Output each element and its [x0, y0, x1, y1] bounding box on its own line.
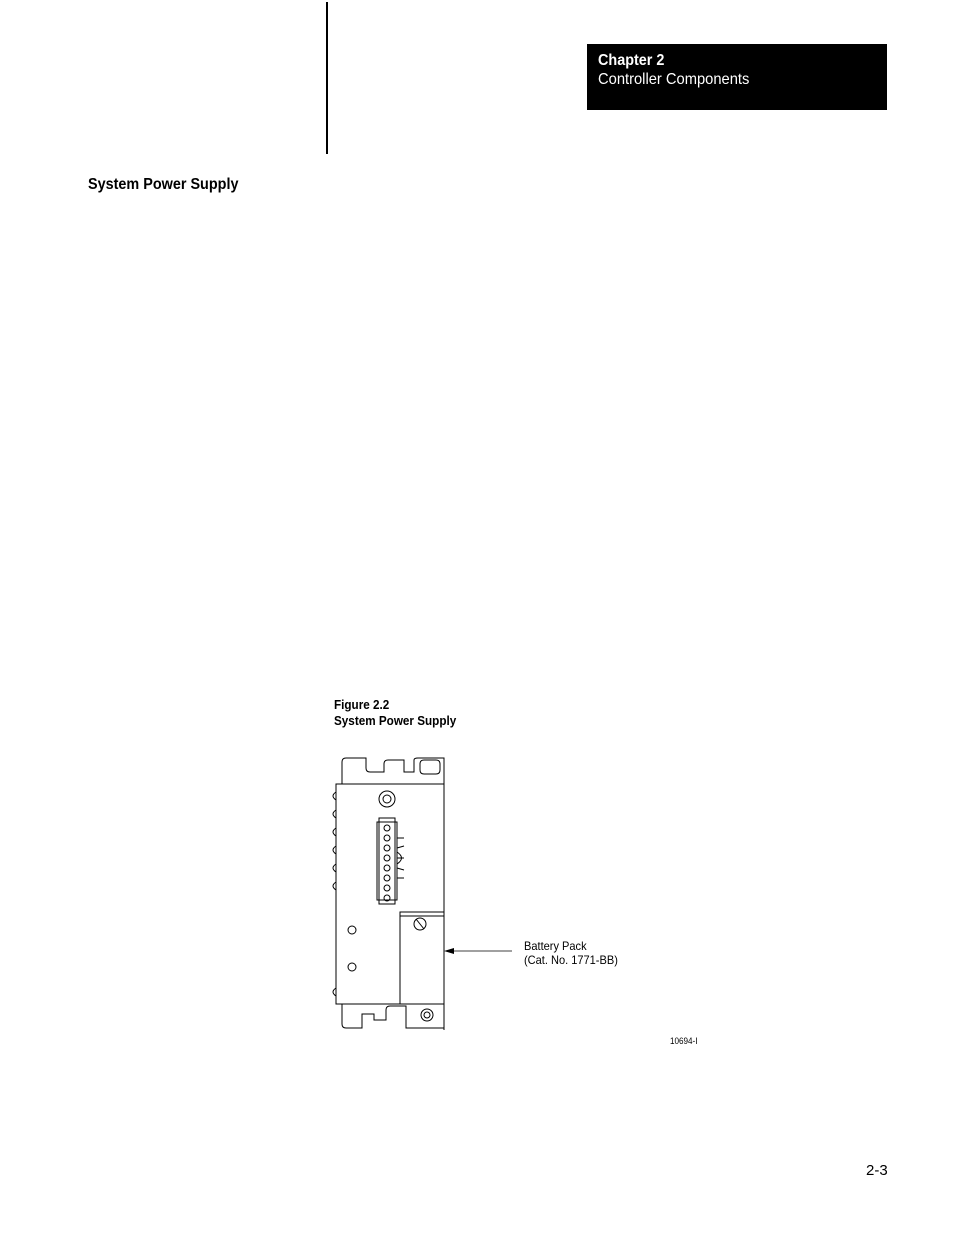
- chapter-header: [587, 44, 887, 110]
- chapter-title: Controller Components: [598, 71, 750, 88]
- battery-pack-callout: [524, 939, 618, 967]
- margin-rule: [326, 2, 328, 154]
- section-heading: System Power Supply: [88, 176, 239, 193]
- figure-id: 10694-I: [670, 1036, 698, 1046]
- chapter-label: Chapter 2: [598, 52, 665, 69]
- callout-line-2: (Cat. No. 1771-BB): [524, 953, 618, 967]
- page-number: 2-3: [866, 1162, 888, 1179]
- figure-title: System Power Supply: [334, 713, 457, 728]
- figure-caption: [334, 697, 456, 729]
- callout-line-1: Battery Pack: [524, 939, 587, 953]
- power-supply-drawing: [326, 752, 526, 1037]
- figure-number: Figure 2.2: [334, 697, 390, 712]
